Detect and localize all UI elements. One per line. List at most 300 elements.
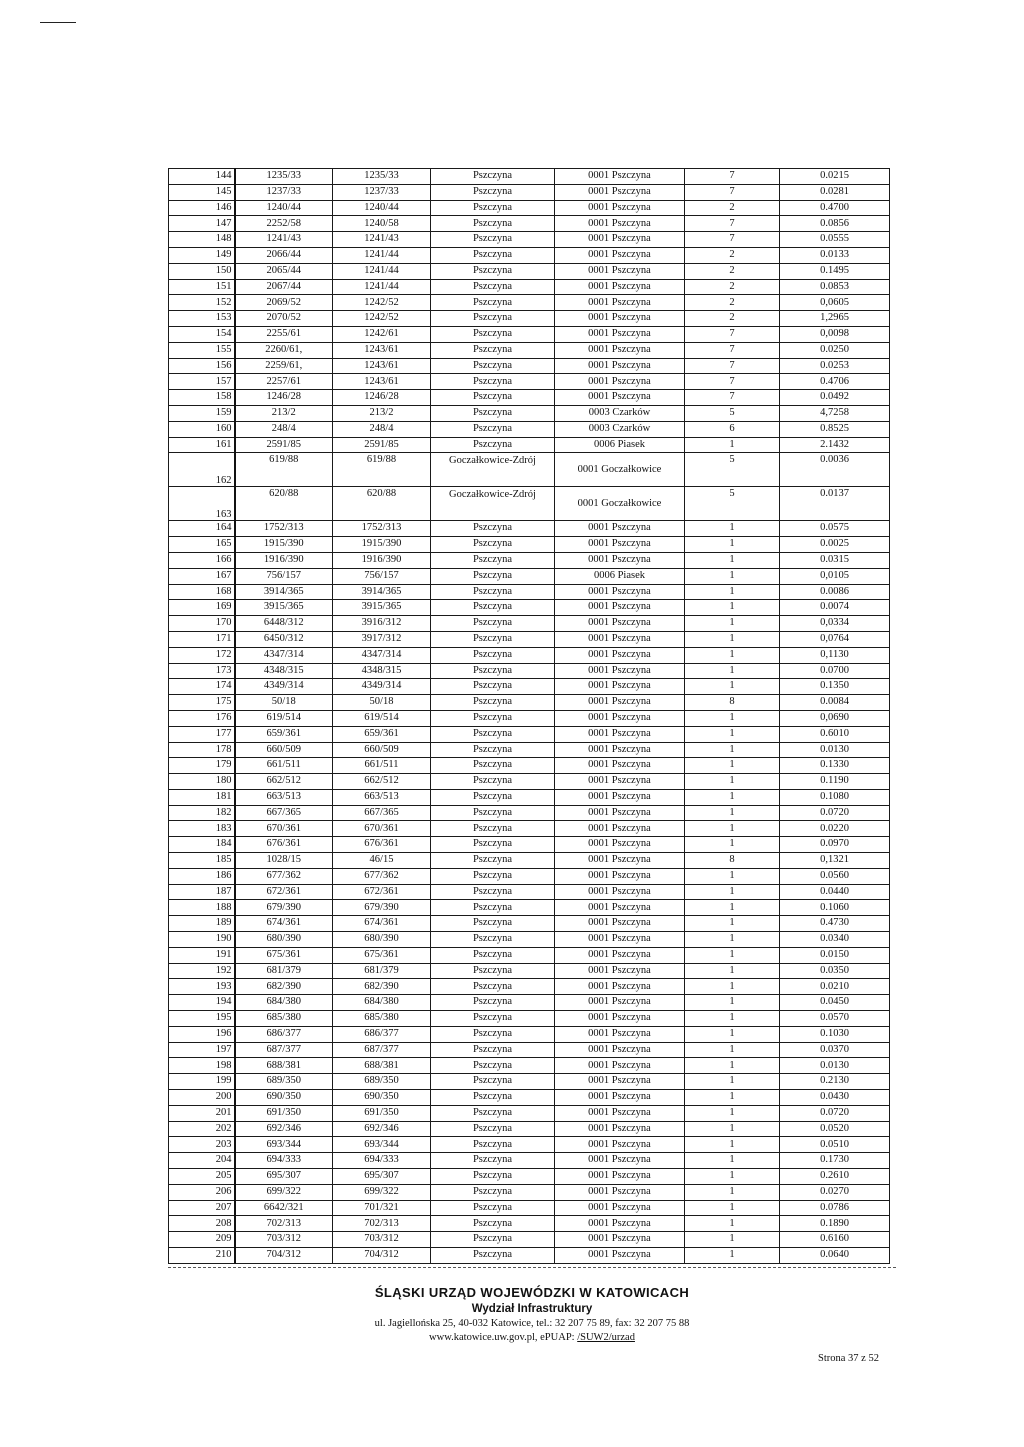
cell-kw: 0001 Pszczyna bbox=[555, 710, 685, 726]
cell-lp: 210 bbox=[169, 1248, 235, 1264]
cell-new: 703/312 bbox=[235, 1232, 333, 1248]
cell-kw: 0001 Pszczyna bbox=[555, 232, 685, 248]
cell-loc: Pszczyna bbox=[431, 805, 555, 821]
table-row bbox=[169, 1137, 890, 1153]
cell-kw: 0001 Pszczyna bbox=[555, 900, 685, 916]
cell-old: 4348/315 bbox=[333, 663, 431, 679]
cell-kw: 0001 Pszczyna bbox=[555, 631, 685, 647]
cell-kw: 0001 Pszczyna bbox=[555, 1090, 685, 1106]
table-row bbox=[169, 1169, 890, 1185]
cell-lp: 150 bbox=[169, 263, 235, 279]
cell-new: 690/350 bbox=[235, 1090, 333, 1106]
cell-area: 0,0098 bbox=[780, 326, 890, 342]
cell-area: 0.1890 bbox=[780, 1216, 890, 1232]
cell-area: 0.0270 bbox=[780, 1184, 890, 1200]
cell-lp: 203 bbox=[169, 1137, 235, 1153]
cell-old: 667/365 bbox=[333, 805, 431, 821]
cell-new: 3914/365 bbox=[235, 584, 333, 600]
cell-area: 0.1080 bbox=[780, 789, 890, 805]
cell-prec: 7 bbox=[685, 358, 780, 374]
cell-new: 687/377 bbox=[235, 1042, 333, 1058]
cell-loc: Pszczyna bbox=[431, 916, 555, 932]
cell-kw: 0001 Pszczyna bbox=[555, 947, 685, 963]
cell-old: 691/350 bbox=[333, 1105, 431, 1121]
cell-new: 2259/61, bbox=[235, 358, 333, 374]
cell-prec: 1 bbox=[685, 1121, 780, 1137]
cell-old: 3915/365 bbox=[333, 600, 431, 616]
cell-prec: 5 bbox=[685, 405, 780, 421]
cell-kw: 0001 Pszczyna bbox=[555, 679, 685, 695]
cell-area: 4,7258 bbox=[780, 405, 890, 421]
table-row bbox=[169, 679, 890, 695]
table-row bbox=[169, 453, 890, 487]
cell-lp: 151 bbox=[169, 279, 235, 295]
table-row bbox=[169, 1074, 890, 1090]
cell-prec: 1 bbox=[685, 1200, 780, 1216]
cell-prec: 6 bbox=[685, 421, 780, 437]
cell-prec: 7 bbox=[685, 216, 780, 232]
cell-loc: Pszczyna bbox=[431, 837, 555, 853]
cell-loc: Pszczyna bbox=[431, 437, 555, 453]
table-row bbox=[169, 232, 890, 248]
table-row bbox=[169, 295, 890, 311]
cell-lp: 153 bbox=[169, 311, 235, 327]
cell-prec: 1 bbox=[685, 1184, 780, 1200]
cell-prec: 1 bbox=[685, 963, 780, 979]
cell-kw: 0001 Pszczyna bbox=[555, 390, 685, 406]
cell-prec: 1 bbox=[685, 837, 780, 853]
cell-prec: 1 bbox=[685, 1090, 780, 1106]
table-row bbox=[169, 216, 890, 232]
cell-area: 0.0074 bbox=[780, 600, 890, 616]
cell-kw: 0001 Pszczyna bbox=[555, 695, 685, 711]
cell-area: 0.1030 bbox=[780, 1026, 890, 1042]
cell-old: 213/2 bbox=[333, 405, 431, 421]
table-row bbox=[169, 437, 890, 453]
cell-kw: 0001 Pszczyna bbox=[555, 1248, 685, 1264]
cell-prec: 1 bbox=[685, 616, 780, 632]
cell-area: 0.0492 bbox=[780, 390, 890, 406]
cell-loc: Pszczyna bbox=[431, 1058, 555, 1074]
cell-lp: 173 bbox=[169, 663, 235, 679]
table-row bbox=[169, 279, 890, 295]
table-row bbox=[169, 1153, 890, 1169]
cell-prec: 1 bbox=[685, 1026, 780, 1042]
cell-prec: 1 bbox=[685, 1216, 780, 1232]
cell-loc: Pszczyna bbox=[431, 1216, 555, 1232]
cell-lp: 197 bbox=[169, 1042, 235, 1058]
cell-loc: Pszczyna bbox=[431, 1026, 555, 1042]
cell-loc: Pszczyna bbox=[431, 169, 555, 185]
cell-kw: 0001 Pszczyna bbox=[555, 326, 685, 342]
cell-old: 248/4 bbox=[333, 421, 431, 437]
cell-prec: 2 bbox=[685, 247, 780, 263]
cell-old: 679/390 bbox=[333, 900, 431, 916]
cell-area: 0.0215 bbox=[780, 169, 890, 185]
cell-prec: 1 bbox=[685, 647, 780, 663]
cell-loc: Pszczyna bbox=[431, 311, 555, 327]
cell-loc: Pszczyna bbox=[431, 1074, 555, 1090]
cell-prec: 1 bbox=[685, 568, 780, 584]
cell-old: 1241/43 bbox=[333, 232, 431, 248]
cell-new: 2257/61 bbox=[235, 374, 333, 390]
cell-area: 0.0720 bbox=[780, 1105, 890, 1121]
cell-new: 1246/28 bbox=[235, 390, 333, 406]
cell-area: 0,0605 bbox=[780, 295, 890, 311]
cell-lp: 163 bbox=[169, 487, 235, 521]
cell-prec: 1 bbox=[685, 1058, 780, 1074]
table-row bbox=[169, 695, 890, 711]
cell-kw: 0001 Pszczyna bbox=[555, 358, 685, 374]
cell-old: 675/361 bbox=[333, 947, 431, 963]
cell-lp: 161 bbox=[169, 437, 235, 453]
cell-area: 0.0350 bbox=[780, 963, 890, 979]
cell-lp: 195 bbox=[169, 1011, 235, 1027]
cell-area: 0.0440 bbox=[780, 884, 890, 900]
table-row bbox=[169, 995, 890, 1011]
table-row bbox=[169, 1232, 890, 1248]
cell-lp: 191 bbox=[169, 947, 235, 963]
table-row bbox=[169, 521, 890, 537]
cell-lp: 160 bbox=[169, 421, 235, 437]
cell-kw: 0001 Pszczyna bbox=[555, 963, 685, 979]
cell-new: 659/361 bbox=[235, 726, 333, 742]
cell-area: 0.1495 bbox=[780, 263, 890, 279]
cell-lp: 148 bbox=[169, 232, 235, 248]
cell-area: 0.0520 bbox=[780, 1121, 890, 1137]
table-row bbox=[169, 342, 890, 358]
cell-new: 663/513 bbox=[235, 789, 333, 805]
table-row bbox=[169, 1248, 890, 1264]
footer-divider bbox=[168, 1267, 896, 1268]
cell-lp: 157 bbox=[169, 374, 235, 390]
cell-new: 704/312 bbox=[235, 1248, 333, 1264]
cell-old: 1240/44 bbox=[333, 200, 431, 216]
cell-kw: 0001 Pszczyna bbox=[555, 616, 685, 632]
cell-lp: 186 bbox=[169, 868, 235, 884]
cell-loc: Pszczyna bbox=[431, 1169, 555, 1185]
cell-lp: 201 bbox=[169, 1105, 235, 1121]
cell-lp: 170 bbox=[169, 616, 235, 632]
cell-lp: 182 bbox=[169, 805, 235, 821]
cell-prec: 1 bbox=[685, 600, 780, 616]
cell-area: 0.0720 bbox=[780, 805, 890, 821]
cell-loc: Pszczyna bbox=[431, 584, 555, 600]
cell-kw: 0001 Pszczyna bbox=[555, 884, 685, 900]
cell-kw: 0001 Pszczyna bbox=[555, 200, 685, 216]
cell-area: 0.8525 bbox=[780, 421, 890, 437]
table-row bbox=[169, 487, 890, 521]
cell-old: 1243/61 bbox=[333, 374, 431, 390]
table-row bbox=[169, 1026, 890, 1042]
cell-area: 0.0025 bbox=[780, 537, 890, 553]
cell-lp: 185 bbox=[169, 853, 235, 869]
cell-prec: 7 bbox=[685, 374, 780, 390]
cell-new: 2255/61 bbox=[235, 326, 333, 342]
table-row bbox=[169, 900, 890, 916]
cell-loc: Pszczyna bbox=[431, 552, 555, 568]
cell-lp: 180 bbox=[169, 774, 235, 790]
cell-loc: Pszczyna bbox=[431, 821, 555, 837]
cell-lp: 177 bbox=[169, 726, 235, 742]
cell-new: 619/514 bbox=[235, 710, 333, 726]
cell-prec: 1 bbox=[685, 710, 780, 726]
cell-kw: 0001 Pszczyna bbox=[555, 311, 685, 327]
cell-area: 0.2610 bbox=[780, 1169, 890, 1185]
cell-loc: Pszczyna bbox=[431, 789, 555, 805]
cell-lp: 193 bbox=[169, 979, 235, 995]
cell-old: 1243/61 bbox=[333, 358, 431, 374]
cell-loc: Pszczyna bbox=[431, 774, 555, 790]
cell-old: 694/333 bbox=[333, 1153, 431, 1169]
cell-prec: 1 bbox=[685, 552, 780, 568]
table-row bbox=[169, 758, 890, 774]
table-row bbox=[169, 374, 890, 390]
table-row bbox=[169, 600, 890, 616]
cell-area: 0.6160 bbox=[780, 1232, 890, 1248]
cell-new: 691/350 bbox=[235, 1105, 333, 1121]
cell-prec: 8 bbox=[685, 695, 780, 711]
table-row bbox=[169, 853, 890, 869]
cell-prec: 7 bbox=[685, 342, 780, 358]
cell-prec: 2 bbox=[685, 311, 780, 327]
cell-area: 0.0640 bbox=[780, 1248, 890, 1264]
cell-old: 676/361 bbox=[333, 837, 431, 853]
cell-old: 661/511 bbox=[333, 758, 431, 774]
cell-area: 0.0130 bbox=[780, 742, 890, 758]
cell-loc: Pszczyna bbox=[431, 853, 555, 869]
cell-prec: 1 bbox=[685, 1232, 780, 1248]
cell-kw: 0001 Pszczyna bbox=[555, 995, 685, 1011]
cell-old: 699/322 bbox=[333, 1184, 431, 1200]
cell-loc: Pszczyna bbox=[431, 216, 555, 232]
cell-new: 2252/58 bbox=[235, 216, 333, 232]
cell-prec: 1 bbox=[685, 1011, 780, 1027]
cell-new: 1237/33 bbox=[235, 184, 333, 200]
cell-area: 0.1190 bbox=[780, 774, 890, 790]
cell-lp: 171 bbox=[169, 631, 235, 647]
cell-old: 692/346 bbox=[333, 1121, 431, 1137]
table-row bbox=[169, 774, 890, 790]
cell-loc: Pszczyna bbox=[431, 1184, 555, 1200]
cell-old: 3916/312 bbox=[333, 616, 431, 632]
cell-old: 662/512 bbox=[333, 774, 431, 790]
cell-prec: 1 bbox=[685, 742, 780, 758]
table-row bbox=[169, 1216, 890, 1232]
cell-prec: 1 bbox=[685, 995, 780, 1011]
table-row bbox=[169, 263, 890, 279]
cell-loc: Pszczyna bbox=[431, 1153, 555, 1169]
cell-lp: 144 bbox=[169, 169, 235, 185]
cell-loc: Pszczyna bbox=[431, 568, 555, 584]
cell-new: 662/512 bbox=[235, 774, 333, 790]
cell-new: 694/333 bbox=[235, 1153, 333, 1169]
table-row bbox=[169, 184, 890, 200]
cell-area: 0.4730 bbox=[780, 916, 890, 932]
cell-new: 1916/390 bbox=[235, 552, 333, 568]
office-address: ul. Jagiellońska 25, 40-032 Katowice, tel.: 32 207 75 89, fax: 32 207 75 88 bbox=[374, 1318, 690, 1329]
cell-loc: Goczałkowice-Zdrój bbox=[431, 453, 555, 487]
cell-kw: 0001 Pszczyna bbox=[555, 1042, 685, 1058]
cell-old: 1242/52 bbox=[333, 311, 431, 327]
cell-prec: 1 bbox=[685, 663, 780, 679]
table-row bbox=[169, 710, 890, 726]
table-row bbox=[169, 1042, 890, 1058]
cell-kw: 0001 Pszczyna bbox=[555, 647, 685, 663]
cell-area: 0.0853 bbox=[780, 279, 890, 295]
cell-loc: Pszczyna bbox=[431, 1011, 555, 1027]
cell-lp: 152 bbox=[169, 295, 235, 311]
cell-old: 682/390 bbox=[333, 979, 431, 995]
cell-kw: 0001 Pszczyna bbox=[555, 1184, 685, 1200]
cell-new: 213/2 bbox=[235, 405, 333, 421]
cell-loc: Pszczyna bbox=[431, 521, 555, 537]
table-row bbox=[169, 584, 890, 600]
cell-area: 0.0555 bbox=[780, 232, 890, 248]
table-row bbox=[169, 821, 890, 837]
cell-loc: Pszczyna bbox=[431, 1248, 555, 1264]
table-row bbox=[169, 979, 890, 995]
cell-loc: Pszczyna bbox=[431, 200, 555, 216]
table-row bbox=[169, 169, 890, 185]
cell-prec: 2 bbox=[685, 263, 780, 279]
cell-kw: 0001 Pszczyna bbox=[555, 979, 685, 995]
cell-prec: 1 bbox=[685, 916, 780, 932]
page-number: Strona 37 z 52 bbox=[818, 1353, 879, 1364]
cell-new: 2065/44 bbox=[235, 263, 333, 279]
cell-loc: Pszczyna bbox=[431, 342, 555, 358]
cell-prec: 1 bbox=[685, 900, 780, 916]
department-name: Wydział Infrastruktury bbox=[471, 1303, 593, 1315]
cell-kw: 0001 Pszczyna bbox=[555, 758, 685, 774]
cell-area: 0.0700 bbox=[780, 663, 890, 679]
cell-loc: Pszczyna bbox=[431, 374, 555, 390]
cell-new: 1752/313 bbox=[235, 521, 333, 537]
cell-lp: 167 bbox=[169, 568, 235, 584]
table-row bbox=[169, 326, 890, 342]
cell-old: 693/344 bbox=[333, 1137, 431, 1153]
cell-old: 1243/61 bbox=[333, 342, 431, 358]
cell-lp: 155 bbox=[169, 342, 235, 358]
cell-area: 0.0570 bbox=[780, 1011, 890, 1027]
cell-loc: Pszczyna bbox=[431, 1200, 555, 1216]
cell-new: 693/344 bbox=[235, 1137, 333, 1153]
cell-loc: Pszczyna bbox=[431, 631, 555, 647]
cell-lp: 175 bbox=[169, 695, 235, 711]
table-row bbox=[169, 405, 890, 421]
cell-lp: 178 bbox=[169, 742, 235, 758]
cell-kw: 0006 Piasek bbox=[555, 437, 685, 453]
cell-new: 660/509 bbox=[235, 742, 333, 758]
cell-area: 0.0253 bbox=[780, 358, 890, 374]
cell-lp: 164 bbox=[169, 521, 235, 537]
parcel-table bbox=[168, 168, 890, 1264]
cell-new: 675/361 bbox=[235, 947, 333, 963]
cell-loc: Pszczyna bbox=[431, 710, 555, 726]
cell-prec: 1 bbox=[685, 1248, 780, 1264]
cell-old: 1916/390 bbox=[333, 552, 431, 568]
cell-kw: 0001 Pszczyna bbox=[555, 1169, 685, 1185]
cell-kw: 0001 Pszczyna bbox=[555, 1137, 685, 1153]
cell-loc: Pszczyna bbox=[431, 884, 555, 900]
cell-lp: 190 bbox=[169, 932, 235, 948]
table-row bbox=[169, 568, 890, 584]
cell-area: 2.1432 bbox=[780, 437, 890, 453]
cell-old: 756/157 bbox=[333, 568, 431, 584]
cell-kw: 0001 Goczałkowice bbox=[555, 487, 685, 521]
cell-new: 667/365 bbox=[235, 805, 333, 821]
cell-area: 0.0340 bbox=[780, 932, 890, 948]
cell-prec: 1 bbox=[685, 868, 780, 884]
cell-loc: Pszczyna bbox=[431, 1137, 555, 1153]
cell-kw: 0001 Pszczyna bbox=[555, 537, 685, 553]
cell-area: 0.6010 bbox=[780, 726, 890, 742]
cell-area: 0.0086 bbox=[780, 584, 890, 600]
cell-new: 676/361 bbox=[235, 837, 333, 853]
cell-loc: Pszczyna bbox=[431, 279, 555, 295]
table-row bbox=[169, 963, 890, 979]
cell-loc: Pszczyna bbox=[431, 184, 555, 200]
cell-kw: 0001 Pszczyna bbox=[555, 279, 685, 295]
cell-kw: 0001 Pszczyna bbox=[555, 584, 685, 600]
cell-area: 0.0560 bbox=[780, 868, 890, 884]
table-row bbox=[169, 1121, 890, 1137]
cell-new: 620/88 bbox=[235, 487, 333, 521]
cell-loc: Pszczyna bbox=[431, 1232, 555, 1248]
cell-old: 1241/44 bbox=[333, 279, 431, 295]
cell-lp: 200 bbox=[169, 1090, 235, 1106]
cell-loc: Pszczyna bbox=[431, 979, 555, 995]
epuap-link[interactable]: /SUW2/urzad bbox=[577, 1332, 635, 1343]
cell-new: 4347/314 bbox=[235, 647, 333, 663]
cell-kw: 0001 Pszczyna bbox=[555, 169, 685, 185]
cell-new: 695/307 bbox=[235, 1169, 333, 1185]
cell-kw: 0001 Pszczyna bbox=[555, 1074, 685, 1090]
table-row bbox=[169, 1058, 890, 1074]
cell-kw: 0001 Pszczyna bbox=[555, 742, 685, 758]
cell-area: 0.0430 bbox=[780, 1090, 890, 1106]
cell-prec: 5 bbox=[685, 453, 780, 487]
cell-lp: 189 bbox=[169, 916, 235, 932]
cell-loc: Pszczyna bbox=[431, 679, 555, 695]
cell-new: 670/361 bbox=[235, 821, 333, 837]
cell-prec: 1 bbox=[685, 537, 780, 553]
cell-kw: 0001 Pszczyna bbox=[555, 295, 685, 311]
cell-kw: 0001 Pszczyna bbox=[555, 600, 685, 616]
cell-lp: 184 bbox=[169, 837, 235, 853]
table-row bbox=[169, 932, 890, 948]
cell-old: 50/18 bbox=[333, 695, 431, 711]
cell-prec: 1 bbox=[685, 821, 780, 837]
cell-area: 0.0250 bbox=[780, 342, 890, 358]
cell-lp: 183 bbox=[169, 821, 235, 837]
cell-prec: 5 bbox=[685, 487, 780, 521]
table-row bbox=[169, 868, 890, 884]
cell-kw: 0001 Pszczyna bbox=[555, 853, 685, 869]
cell-lp: 162 bbox=[169, 453, 235, 487]
cell-kw: 0001 Goczałkowice bbox=[555, 453, 685, 487]
cell-old: 688/381 bbox=[333, 1058, 431, 1074]
cell-area: 0.0220 bbox=[780, 821, 890, 837]
cell-lp: 205 bbox=[169, 1169, 235, 1185]
cell-kw: 0001 Pszczyna bbox=[555, 916, 685, 932]
cell-old: 686/377 bbox=[333, 1026, 431, 1042]
table-row bbox=[169, 663, 890, 679]
cell-old: 660/509 bbox=[333, 742, 431, 758]
cell-loc: Pszczyna bbox=[431, 1090, 555, 1106]
cell-area: 0.1060 bbox=[780, 900, 890, 916]
cell-new: 686/377 bbox=[235, 1026, 333, 1042]
